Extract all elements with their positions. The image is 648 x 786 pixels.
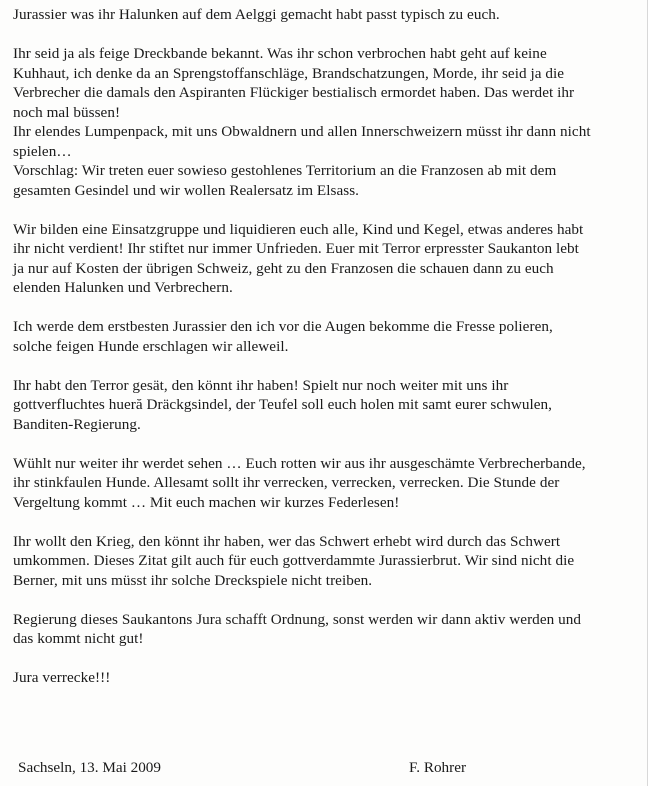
paragraph-einsatzgruppe: Wir bilden eine Einsatzgruppe und liquidieren euch alle, Kind und Kegel, etwas anderes habt ihr nicht verdient! Ihr stiftet nur immer Unfrieden. Euer mit Terror erpresster Saukanton lebt ja nur auf Kosten der übrigen Schweiz, geht zu den Franzosen die schauen dann zu euch elenden Halunken und Verbrechern. — [13, 220, 584, 296]
letter-body — [13, 5, 643, 707]
paragraph-verrecken: Wühlt nur weiter ihr werdet sehen … Euch rotten wir aus ihr ausgeschämte Verbrecherbande, ihr stinkfaulen Hunde. Allesamt sollt ihr verrecken, verrecken, verrecken. Die Stunde der Vergeltung kommt … Mit euch machen wir kurzes Federlesen! — [13, 454, 586, 511]
signature: F. Rohrer — [409, 759, 466, 776]
paragraph-dreckbande: Ihr seid ja als feige Dreckbande bekannt. Was ihr schon verbrochen habt geht auf keine Kuhhaut, ich denke da an Sprengstoffanschläge, Brandschatzungen, Morde, ihr seid ja die Verbrecher die damals den Aspiranten Flückiger bestialisch ermordet haben. Das werdet ihr noch mal büssen! — [13, 45, 575, 121]
paragraph-regierung: Regierung dieses Saukantons Jura schafft Ordnung, sonst werden wir dann aktiv werden und das kommt nicht gut! — [13, 610, 582, 647]
place-date: Sachseln, 13. Mai 2009 — [18, 759, 161, 776]
paragraph-vorschlag: Vorschlag: Wir treten euer sowieso gestohlenes Territorium an die Franzosen ab mit dem gesamten Gesindel und wir wollen Realersatz im Elsass. — [13, 162, 557, 199]
paragraph-krieg: Ihr wollt den Krieg, den könnt ihr haben, wer das Schwert erhebt wird durch das Schwert umkommen. Dieses Zitat gilt auch für euch gottverdammte Jurassierbrut. Wir sind nicht die Berner, mit uns müsst ihr solche Dreckspiele nicht treiben. — [13, 532, 575, 589]
closing-line: Jura verrecke!!! — [13, 669, 111, 686]
paragraph-fresse: Ich werde dem erstbesten Jurassier den ich vor die Augen bekomme die Fresse polieren, solche feigen Hunde erschlagen wir alleweil. — [13, 318, 553, 355]
paragraph-intro: Jurassier was ihr Halunken auf dem Aelggi gemacht habt passt typisch zu euch. — [13, 6, 500, 23]
paragraph-terror: Ihr habt den Terror gesät, den könnt ihr haben! Spielt nur noch weiter mit uns ihr gottverfluchtes hueră Dräckgsindel, der Teufel soll euch holen mit samt eurer schwulen, Banditen-Regierung. — [13, 376, 553, 433]
paragraph-lumpenpack: Ihr elendes Lumpenpack, mit uns Obwaldnern und allen Innerschweizern müsst ihr dann nicht spielen… — [13, 123, 591, 160]
